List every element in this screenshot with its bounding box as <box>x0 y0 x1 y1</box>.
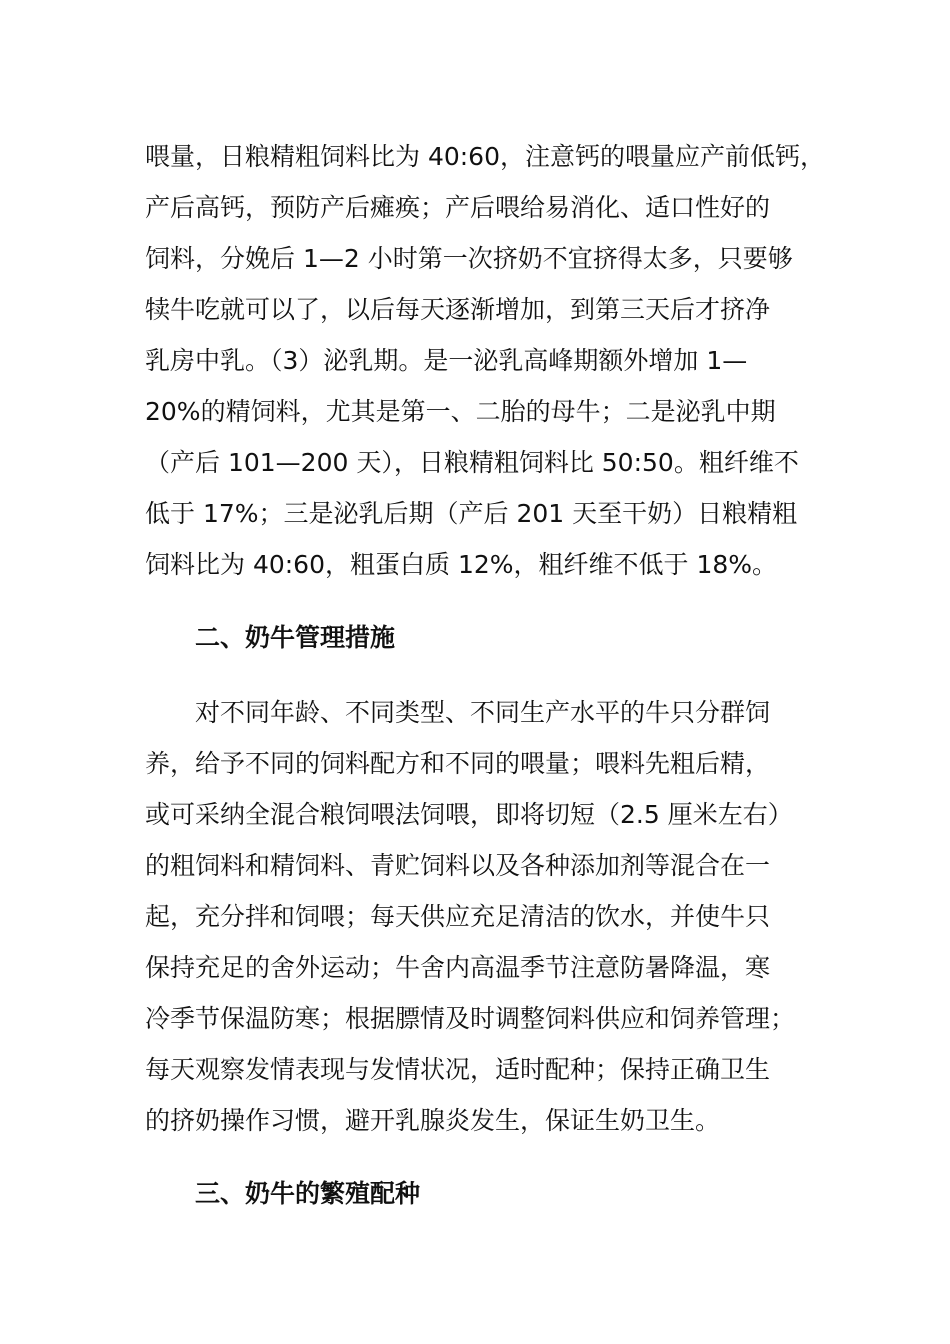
paragraph-1-line-7: （产后 101—200 天），日粮精粗饲料比 50:50。粗纤维不 <box>145 448 799 477</box>
paragraph-1-line-3: 饲料，分娩后 1—2 小时第一次挤奶不宜挤得太多，只要够 <box>145 244 793 273</box>
section-2-line-1: 对不同年龄、不同类型、不同生产水平的牛只分群饲 <box>195 698 771 727</box>
section-2-line-4: 的粗饲料和精饲料、青贮饲料以及各种添加剂等混合在一 <box>145 851 771 880</box>
paragraph-1-line-8: 低于 17%；三是泌乳后期（产后 201 天至干奶）日粮精粗 <box>145 499 798 528</box>
paragraph-1-line-1: 喂量，日粮精粗饲料比为 40:60，注意钙的喂量应产前低钙， <box>145 142 825 171</box>
section-2-line-2: 养，给予不同的饲料配方和不同的喂量；喂料先粗后精， <box>145 749 771 778</box>
section-2-line-6: 保持充足的舍外运动；牛舍内高温季节注意防暑降温，寒 <box>145 953 771 982</box>
section-2-line-8: 每天观察发情表现与发情状况，适时配种；保持正确卫生 <box>145 1055 771 1084</box>
section-2-heading: 二、奶牛管理措施 <box>195 623 396 652</box>
section-2-line-9: 的挤奶操作习惯，避开乳腺炎发生，保证生奶卫生。 <box>145 1106 721 1135</box>
paragraph-1-line-5: 乳房中乳。（3）泌乳期。是一泌乳高峰期额外增加 1— <box>145 346 748 375</box>
section-3-heading: 三、奶牛的繁殖配种 <box>195 1179 421 1208</box>
paragraph-1-line-2: 产后高钙，预防产后瘫痪；产后喂给易消化、适口性好的 <box>145 193 771 222</box>
paragraph-1-line-4: 犊牛吃就可以了，以后每天逐渐增加，到第三天后才挤净 <box>145 295 771 324</box>
paragraph-1-line-9: 饲料比为 40:60，粗蛋白质 12%，粗纤维不低于 18%。 <box>145 550 778 579</box>
section-2-line-5: 起，充分拌和饲喂；每天供应充足清洁的饮水，并使牛只 <box>145 902 771 931</box>
section-2-line-3: 或可采纳全混合粮饲喂法饲喂，即将切短（2.5 厘米左右） <box>145 800 793 829</box>
paragraph-1-line-6: 20%的精饲料，尤其是第一、二胎的母牛；二是泌乳中期 <box>145 397 776 426</box>
section-2-line-7: 冷季节保温防寒；根据膘情及时调整饲料供应和饲养管理； <box>145 1004 796 1033</box>
